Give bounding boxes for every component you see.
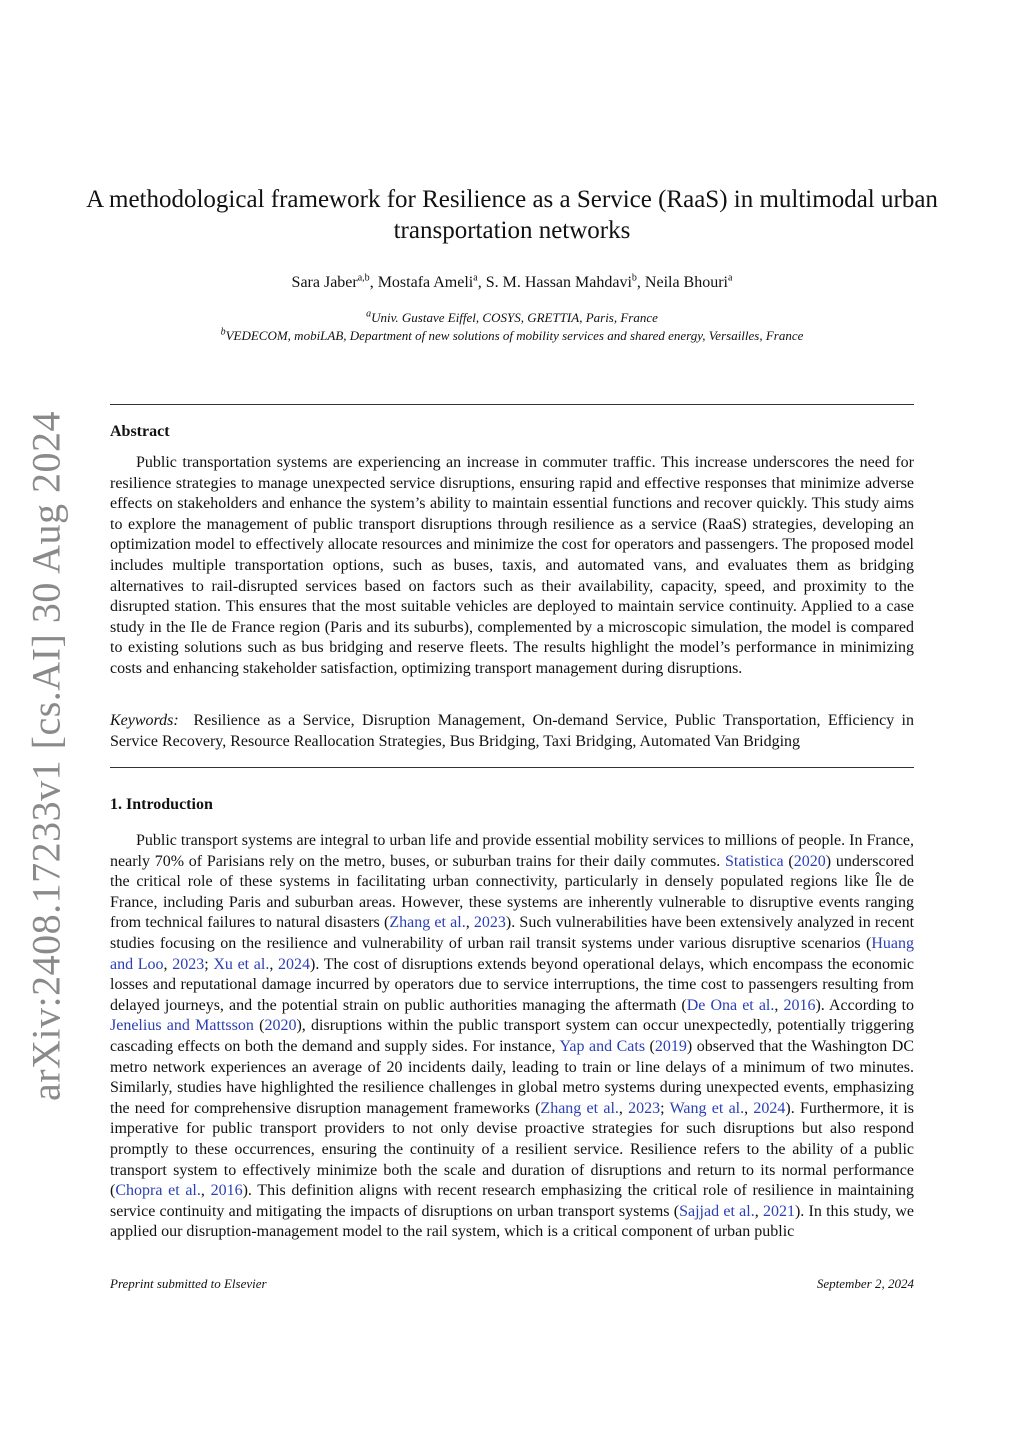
citation-link[interactable]: 2024: [753, 1099, 786, 1117]
affiliation: $^a$Univ. Gustave Eiffel, COSYS, GRETTIA, Paris, France: [366, 308, 658, 325]
citation-link[interactable]: Sajjad et al.: [679, 1202, 755, 1220]
footer-preprint-note: Preprint submitted to Elsevier: [110, 1276, 267, 1291]
author-affil-mark: a,b: [357, 272, 370, 284]
text-run: ,: [774, 996, 784, 1014]
author-affil-mark: b: [631, 272, 637, 284]
author-affil-mark: a: [728, 272, 733, 284]
text-run: ). In this study, we applied our disruption-management model to the rail system, which is a critical component of urban public: [110, 1202, 915, 1241]
paper-title: A methodological framework for Resilience as a Service (RaaS) in multimodal urban transportation networks: [86, 186, 938, 244]
citation-link[interactable]: 2023: [628, 1099, 661, 1117]
citation-link[interactable]: Statistica: [725, 852, 784, 870]
citation-link[interactable]: 2016: [783, 996, 816, 1014]
citation-link[interactable]: Chopra et al.: [115, 1182, 201, 1200]
author-name: S. M. Hassan Mahdavi: [485, 274, 632, 291]
citation-link[interactable]: Wang et al.: [669, 1099, 745, 1117]
citation-link[interactable]: 2020: [793, 852, 826, 870]
text-run: ,: [200, 1182, 211, 1200]
text-run: ) observed that the Washington DC metro network experiences an average of 20 incidents daily, leading to train or line delays of a minimum of two minutes. Similarly, studies have highlighted the resilience challenges in global metro systems during unexpected events, emphasizing the need for comprehensive disruption management frameworks (: [110, 1037, 915, 1117]
citation-link[interactable]: 2019: [654, 1037, 687, 1055]
text-run: ) underscored the critical role of these systems in facilitating urban connectivity, particularly in densely populated regions like Île de France, including Paris and suburban areas. However, these systems are inherently vulnerable to disruptive events ranging from technical failures to natural disasters (: [110, 852, 915, 932]
introduction-text: [110, 831, 914, 1243]
text-run: ;: [660, 1099, 670, 1117]
author-affil-mark: a: [473, 272, 478, 284]
text-run: ). This definition aligns with recent research emphasizing the critical role of resilience in maintaining service continuity and mitigating the impacts of disruptions on urban transport systems (: [110, 1182, 915, 1220]
affiliations: [80, 309, 944, 345]
abstract-text: Public transportation systems are experiencing an increase in commuter traffic. This increase underscores the need for resilience strategies to manage unexpected service disruptions, ensuring rapid and effective responses that minimize adverse effects on stakeholders and enhance the system’s ability to maintain essential functions and recover quickly. This study aims to explore the management of public transport disruptions through resilience as a service (RaaS) strategies, developing an optimization model to effectively allocate resources and minimize the cost for operators and passengers. The proposed model includes multiple transportation options, such as buses, taxis, and automated vans, and evaluates them as bridging alternatives to rail-disrupted services based on factors such as their availability, capacity, speed, and proximity to the disrupted station. This ensures that the most suitable vehicles are deployed to maintain service continuity. Applied to a case study in the Ile de France region (Paris and its suburbs), complemented by a microscopic simulation, the model is compared to existing solutions such as bus bridging and reserve fleets. The results highlight the model’s performance in minimizing costs and enhancing stakeholder satisfaction, optimizing transport management during disruptions.: [110, 454, 914, 677]
text-run: Public transport systems are integral to urban life and provide essential mobility services to millions of people. In France, nearly 70% of Parisians rely on the metro, buses, or suburban trains for their daily commutes.: [110, 832, 914, 870]
citation-link[interactable]: 2023: [473, 914, 506, 932]
keywords-label: Keywords:: [110, 712, 179, 729]
citation-link[interactable]: 2021: [762, 1202, 795, 1220]
page-footer: [110, 1276, 914, 1292]
citation-link[interactable]: Xu et al.: [213, 955, 270, 973]
text-run: ,: [618, 1099, 629, 1117]
citation-link[interactable]: 2020: [264, 1017, 297, 1035]
text-run: ). The cost of disruptions extends beyond operational delays, which encompass the economic losses and reputational damage incurred by operators due to service interruptions, the time cost to passengers resulting from delayed journeys, and the potential strain on public authorities managing the aftermath (: [110, 955, 915, 1014]
citation-link[interactable]: De Ona et al.: [686, 996, 775, 1014]
footer-date: September 2, 2024: [816, 1276, 914, 1291]
keywords: [110, 711, 914, 752]
text-run: ,: [269, 955, 278, 973]
divider: [110, 404, 914, 405]
citation-link[interactable]: Yap and Cats: [559, 1037, 646, 1055]
text-run: ,: [465, 914, 474, 932]
author-name: Sara Jaber: [291, 274, 358, 291]
citation-link[interactable]: 2024: [278, 955, 310, 973]
text-run: ,: [163, 955, 173, 973]
text-run: ). Furthermore, it is imperative for public transport providers to not only devise proactive strategies for such disruptions but also respond promptly to these occurrences, ensuring the continuity of a resilient service. Resilience refers to the ability of a public transport system to effectively minimize both the scale and duration of disruptions and return to its normal performance (: [110, 1099, 915, 1200]
arxiv-identifier: arXiv:2408.17233v1 [cs.AI] 30 Aug 2024: [23, 410, 69, 1102]
citation-link[interactable]: 2023: [172, 955, 205, 973]
divider: [110, 767, 914, 768]
author-name: Neila Bhouri: [644, 274, 728, 291]
text-run: ,: [744, 1099, 754, 1117]
keywords-text: Resilience as a Service, Disruption Management, On-demand Service, Public Transportation, Efficiency in Service Recovery, Resource Reallocation Strategies, Bus Bridging, Taxi Bridging, Automated Van Bridging: [110, 712, 915, 750]
text-run: ), disruptions within the public transport system can occur unexpectedly, potentially triggering cascading effects on both the demand and supply sides. For instance,: [110, 1017, 914, 1055]
citation-link[interactable]: Zhang et al.: [540, 1099, 619, 1117]
citation-link[interactable]: Zhang et al.: [389, 914, 466, 932]
arxiv-sidebar: [14, 410, 78, 1102]
text-run: ). According to: [815, 996, 915, 1014]
citation-link[interactable]: 2016: [210, 1182, 243, 1200]
citation-link[interactable]: Jenelius and Mattsson: [110, 1017, 254, 1035]
citation-link[interactable]: Huang and Loo: [110, 934, 914, 973]
text-run: ,: [754, 1202, 763, 1220]
text-run: (: [645, 1037, 655, 1055]
affiliation: $^b$VEDECOM, mobiLAB, Department of new solutions of mobility services and shared energy, Versailles, France: [220, 326, 804, 343]
text-run: (: [253, 1017, 265, 1035]
abstract-heading: Abstract: [110, 423, 170, 440]
text-run: (: [783, 852, 794, 870]
author-list: Sara Jaber$^{a,b}$, Mostafa Ameli$^a$, S. M. Hassan Mahdavi$^b$, Neila Bhouri$^a$: [291, 272, 733, 291]
section-heading-introduction: 1. Introduction: [110, 796, 213, 813]
text-run: ;: [204, 955, 214, 973]
text-run: ). Such vulnerabilities have been extensively analyzed in recent studies focusing on the resilience and vulnerability of urban rail transit systems under various disruptive scenarios (: [110, 914, 915, 952]
author-name: Mostafa Ameli: [377, 274, 474, 291]
